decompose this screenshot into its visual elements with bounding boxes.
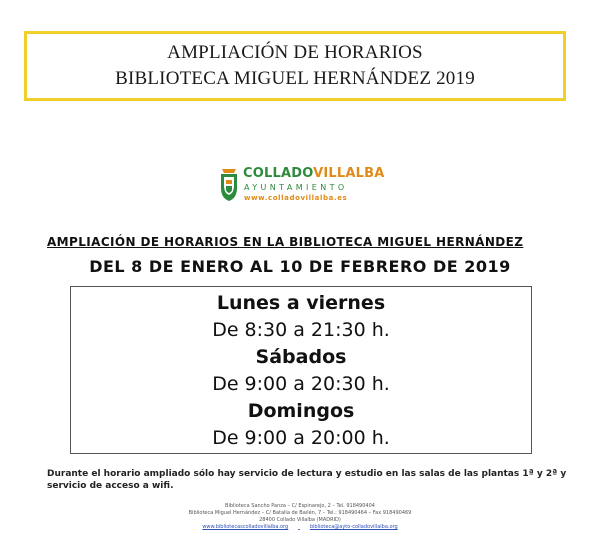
schedule-day-sundays: Domingos [247, 400, 355, 422]
footer-links [0, 524, 600, 531]
logo-name-part1: COLLADO [243, 166, 314, 181]
collado-villalba-logo [218, 164, 385, 208]
footer-link-email[interactable]: biblioteca@ayto-colladovillalba.org [309, 524, 398, 530]
notice-heading: AMPLIACIÓN DE HORARIOS EN LA BIBLIOTECA MIGUEL HERNÁNDEZ [47, 235, 524, 249]
schedule-box [70, 286, 532, 454]
schedule-hours-weekdays: De 8:30 a 21:30 h. [212, 319, 390, 341]
title-box [24, 31, 566, 101]
footer-line-1: Biblioteca Sancho Panza – C/ Espinarejo, 2 – Tel. 918490404 [225, 503, 375, 509]
schedule-day-weekdays: Lunes a viernes [216, 292, 386, 314]
footer-link-website[interactable]: www.bibliotecascolladovillalba.org [202, 524, 289, 530]
schedule-day-saturdays: Sábados [255, 346, 347, 368]
schedule-hours-saturdays: De 9:00 a 20:30 h. [212, 373, 390, 395]
coat-of-arms-icon [218, 167, 240, 203]
footer-line-2: Biblioteca Miguel Hernández – C/ Batalla de Bailén, 7 – Tel.: 918490464 – Fax 918490469 [188, 510, 412, 516]
schedule-hours-sundays: De 9:00 a 20:00 h. [212, 427, 390, 449]
date-range: DEL 8 DE ENERO AL 10 DE FEBRERO DE 2019 [89, 257, 511, 276]
service-note: Durante el horario ampliado sólo hay servicio de lectura y estudio en las salas de las plantas 1ª y 2ª y servicio de acceso a wifi. [47, 469, 567, 491]
title-line-2: BIBLIOTECA MIGUEL HERNÁNDEZ 2019 [115, 68, 475, 89]
logo-name-part2: VILLALBA [313, 166, 385, 181]
logo-subtitle: AYUNTAMIENTO [244, 183, 348, 192]
title-line-1: AMPLIACIÓN DE HORARIOS [167, 42, 423, 63]
logo-name [243, 166, 385, 181]
logo-website: www.colladovillalba.es [244, 194, 348, 202]
footer [0, 503, 600, 531]
footer-line-3: 28400 Collado Villalba (MADRID) [259, 517, 341, 523]
